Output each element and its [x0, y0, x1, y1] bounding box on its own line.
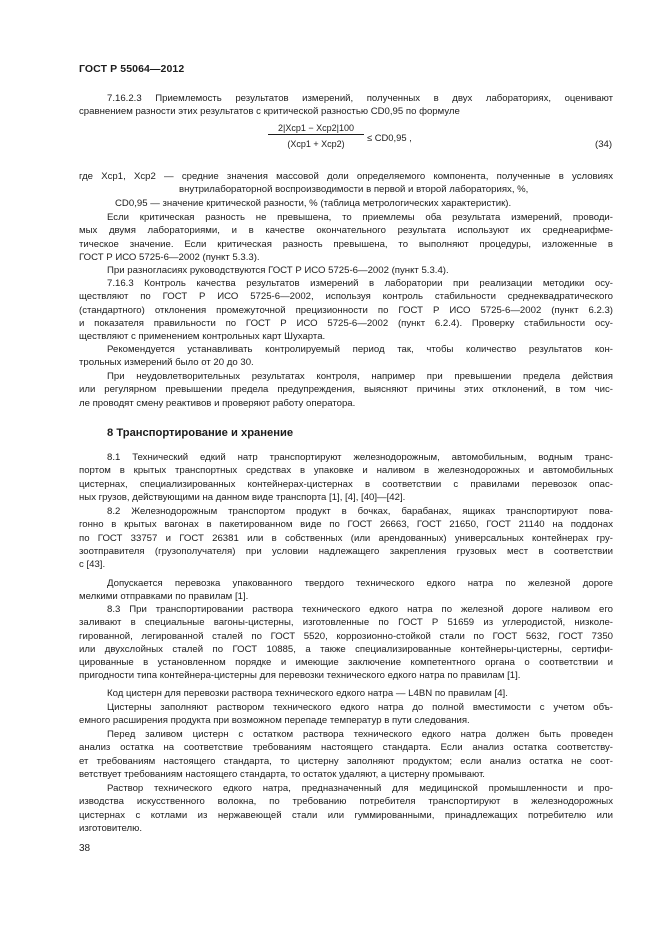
page-number: 38 [79, 843, 91, 854]
text-line: ГОСТ Р ИСО 5725-6—2002 (пункт 5.3.3). [79, 251, 260, 263]
paragraph-7-16-3 [79, 277, 613, 343]
text-line: тическое значение. Если критическая разность превышена, то выполняют процедуры, изложенные в [79, 238, 613, 250]
text-line: и показателя правильности по ГОСТ Р ИСО 5725-6—2002 (пункт 6.2.4). Проверку стабильности осу- [79, 317, 613, 329]
formula-numerator: 2|Xср1 − Xср2|100 [268, 123, 364, 135]
paragraph-filling [79, 701, 613, 728]
text-line: портом в крытых транспортных средствах в упаковке и наливом в железнодорожных и автомобильных [79, 465, 613, 477]
text-line: Раствор технического едкого натра, предназначенный для медицинской промышленности и про- [107, 783, 613, 794]
paragraph-critical-difference [79, 211, 613, 264]
text-line: трольных измерений было от 20 до 30. [79, 357, 254, 369]
formula-rhs: ≤ CD0,95 , [367, 132, 412, 143]
where-block [79, 170, 613, 210]
text-line: зоотправителя (грузополучателя) при условии надлежащего закрепления грузовых мест в соответствии [79, 545, 613, 557]
text-line: CD0,95 — значение критической разности, % (таблица метрологических характеристик). [115, 197, 512, 209]
text-line: (стандартного) отклонения промежуточной прецизионности по ГОСТ Р ИСО 5725-6—2002 (пункт 6.2.3) [79, 304, 613, 316]
text-line: или двухслойных сталей по ГОСТ 10885, а также специализированные контейнеры-цистерны, сертифи- [79, 643, 613, 655]
text-line: ветствует требованиям настоящего стандарта, то остаток удаляют, а цистерну промывают. [79, 768, 485, 780]
text-line: Перед заливом цистерн с остатком раствора технического едкого натра должен быть проведен [107, 729, 613, 740]
text-line: сравнением разности этих результатов с критической разностью CD0,95 по формуле [79, 106, 460, 118]
text-line: Цистерны заполняют раствором технического едкого натра до полной вместимости с учетом объ- [107, 702, 613, 713]
text-line: цированные в установленном порядке и имеющие заключение компетентного органа о соответствии и [79, 657, 613, 669]
text-line: заливают в специальные вагоны-цистерны, изготовленные по ГОСТ Р 51659 из углеродистой, низколе- [79, 617, 613, 629]
formula-denominator: (Xср1 + Xср2) [287, 139, 345, 149]
text-line: изготовителю. [79, 822, 143, 834]
text-line: Допускается перевозка упакованного твердого технического едкого натра по железной дороге [107, 578, 613, 589]
paragraph-7-16-2-3 [79, 92, 613, 119]
text-line: При разногласиях руководствуются ГОСТ Р ИСО 5725-6—2002 (пункт 5.3.4). [107, 265, 449, 276]
text-line: ществляют с применением контрольных карт Шухарта. [79, 331, 326, 343]
text-line: 8.3 При транспортировании раствора технического едкого натра по железной дороге наливом его [107, 604, 613, 615]
text-line: гонно в крытых вагонах в пакетированном виде по ГОСТ 26663, ГОСТ 21650, ГОСТ 21140 на поддонах [79, 519, 613, 531]
text-line: цистернах с котлами из нержавеющей стали или гуммированными, принадлежащих потребителю или [79, 809, 613, 821]
text-line: ет требованиям настоящего стандарта, то цистерну заполняют продуктом; если анализ остатка не соот- [79, 755, 613, 767]
paragraph-8-1 [79, 451, 613, 504]
paragraph-tank-code [79, 687, 613, 700]
text-line: ществляют по ГОСТ Р ИСО 5725-6—2002, используя контроль стабильности среднеквадратического [79, 291, 613, 303]
text-line: мелкими отправками по правилам [1]. [79, 591, 249, 603]
text-line: или регулярном превышении предела предупреждения, выясняют причины этих отклонений, в том чис- [79, 384, 613, 396]
text-line: внутрилабораторной воспроизводимости в первой и второй лабораториях, %, [179, 184, 529, 196]
text-line: ле проводят смену реактивов и проверяют работу оператора. [79, 397, 356, 409]
paragraph-small-shipments [79, 577, 613, 604]
text-line: цистернах, специализированных контейнерах-цистернах в соответствии с правилами перевозок опас- [79, 478, 613, 490]
text-line: 7.16.2.3 Приемлемость результатов измерений, полученных в двух лабораториях, оценивают [107, 93, 613, 104]
text-line: по ГОСТ 33757 и ГОСТ 26381 или в собственных (или арендованных) универсальных контейнерах гру- [79, 532, 613, 544]
paragraph-medical-grade [79, 782, 613, 835]
text-line: ных грузов, действующими на данном виде транспорта [1], [4], [40]—[42]. [79, 491, 406, 503]
paragraph-unsatisfactory [79, 370, 613, 410]
text-line: 8.2 Железнодорожным транспортом продукт в бочках, барабанах, ящиках транспортируют пова- [107, 506, 613, 517]
text-line: 8.1 Технический едкий натр транспортируют железнодорожным, автомобильным, водным транс- [107, 452, 613, 463]
text-line: с [43]. [79, 559, 106, 571]
formula-34 [268, 123, 418, 157]
text-line: При неудовлетворительных результатах контроля, например при превышении предела действия [107, 371, 613, 382]
paragraph-control-period [79, 343, 613, 370]
text-line: емного расширения продукта при возможном перепаде температур в пути следования. [79, 715, 470, 727]
text-line: анализ остатка на соответствие требованиям настоящего стандарта. Если анализ остатка соответству- [79, 742, 613, 754]
text-line: гированной, легированной сталей по ГОСТ 5520, коррозионно-стойкой стали по ГОСТ 5632, ГОСТ 7350 [79, 630, 613, 642]
text-line: где Xср1, Xср2 — средние значения массовой доли определяемого компонента, полученные в условиях [79, 171, 613, 182]
section-heading-8: 8 Транспортирование и хранение [107, 427, 294, 439]
document-header: ГОСТ Р 55064—2012 [79, 63, 185, 75]
paragraph-disagreement [79, 264, 613, 277]
equation-number: (34) [595, 139, 613, 150]
text-line: Рекомендуется устанавливать контролируемый период так, чтобы количество результатов кон- [107, 344, 613, 355]
text-line: пригодности типа контейнера-цистерны для перевозки технического едкого натра по правилам [1]. [79, 670, 521, 682]
text-line: изводства искусственного волокна, по требованию потребителя транспортируют в железнодорожных [79, 796, 613, 808]
paragraph-8-3 [79, 603, 613, 683]
text-line: мых двумя лабораториями, и в качестве окончательного результата используют их среднеарифме- [79, 225, 613, 237]
paragraph-residue-analysis [79, 728, 613, 781]
text-line: 7.16.3 Контроль качества результатов измерений в лаборатории при реализации методики осу- [107, 278, 613, 289]
text-line: Код цистерн для перевозки раствора технического едкого натра — L4BN по правилам [4]. [107, 688, 508, 699]
paragraph-8-2 [79, 505, 613, 571]
text-line: Если критическая разность не превышена, то приемлемы оба результата измерений, проводи- [107, 212, 613, 223]
